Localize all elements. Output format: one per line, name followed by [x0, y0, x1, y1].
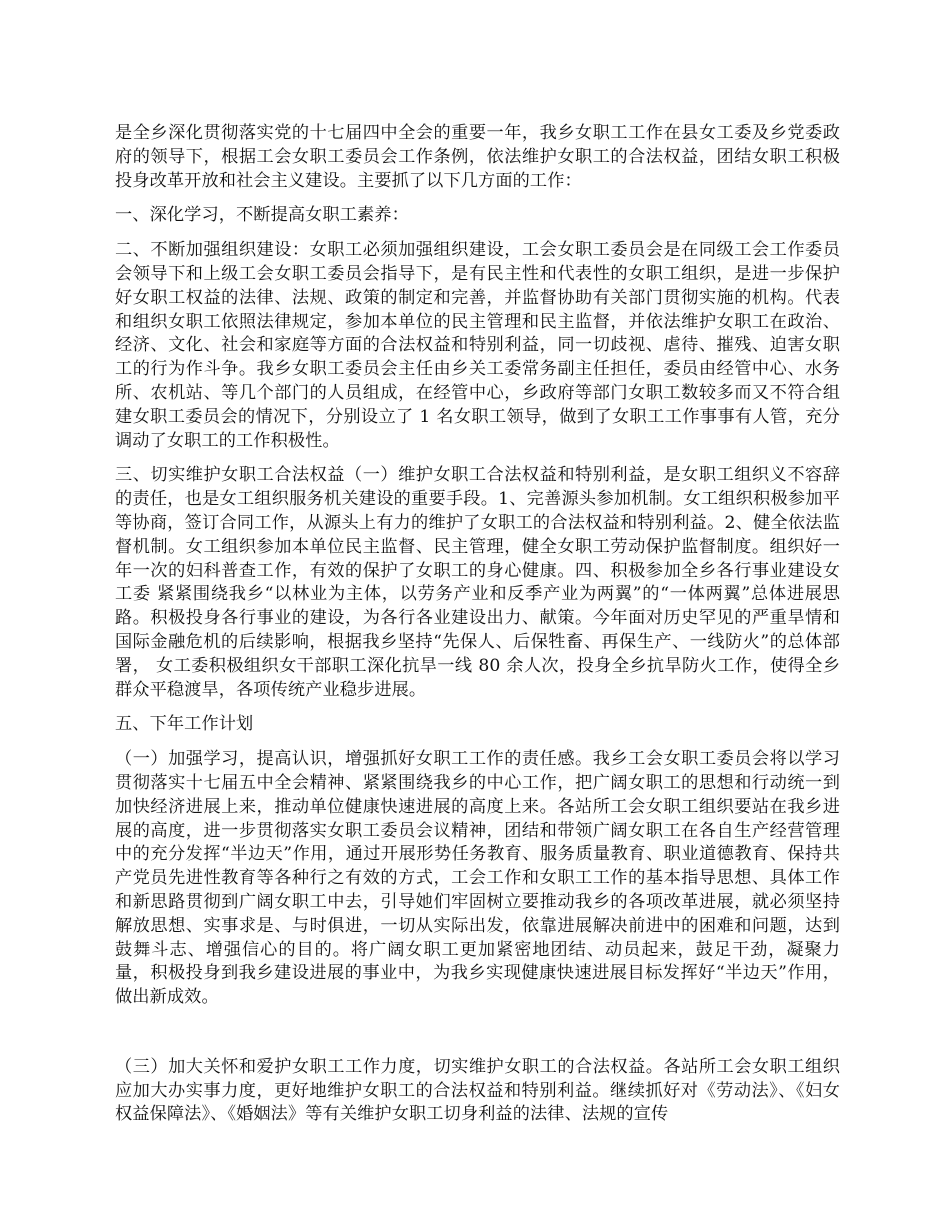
section-heading-plan: 五、下年工作计划 [115, 714, 254, 735]
section-rights-paragraph: 三、切实维护女职工合法权益（一）维护女职工合法权益和特别利益，是女职工组织义不容辞的责任，也是女工组织服务机关建设的重要手段。1、完善源头参加机制。女工组织积极参加平等协商，签订合同工作，从源头上有力的维护了女职工的合法权益和特别利益。2、健全依法监督机制。女工组织参加本单位民主监督、民主管理，健全女职工劳动保护监督制度。组织好一年一次的妇科普查工作，有效的保护了女职工的身心健康。四、积极参加全乡各行事业建设女工委 紧紧围绕我乡“以林业为主体，以劳务产业和反季产业为两翼”的“一体两翼”总体进展思路。积极投身各行事业的建设，为各行各业建设出力、献策。今年面对历史罕见的严重旱情和国际金融危机的后续影响，根据我乡坚持“先保人、后保牲畜、再保生产、一线防火”的总体部署， 女工委积极组织女干部职工深化抗旱一线 80 余人次，投身全乡抗旱防火工作，使得全乡群众平稳渡旱，各项传统产业稳步进展。 [115, 465, 840, 700]
document-body [115, 122, 840, 1138]
section-organization-paragraph: 二、不断加强组织建设：女职工必须加强组织建设，工会女职工委员会是在同级工会工作委员会领导下和上级工会女职工委员会指导下，是有民主性和代表性的女职工组织，是进一步保护好女职工权益的法律、法规、政策的制定和完善，并监督协助有关部门贯彻实施的机构。代表和组织女职工依照法律规定，参加本单位的民主管理和民主监督，并依法维护女职工在政治、经济、文化、社会和家庭等方面的合法权益和特别利益，同一切歧视、虐待、摧残、迫害女职工的行为作斗争。我乡女职工委员会主任由乡关工委常务副主任担任，委员由经管中心、水务所、农机站、等几个部门的人员组成，在经管中心，乡政府等部门女职工数较多而又不符合组建女职工委员会的情况下，分别设立了 1 名女职工领导，做到了女职工工作事事有人管，充分调动了女职工的工作积极性。 [115, 240, 840, 451]
plan-item-3-paragraph: （三）加大关怀和爱护女职工工作力度，切实维护女职工的合法权益。各站所工会女职工组织应加大办实事力度，更好地维护女职工的合法权益和特别利益。继续抓好对《劳动法》、《妇女权益保障法》、《婚姻法》等有关维护女职工切身利益的法律、法规的宣传 [115, 1056, 840, 1125]
intro-paragraph: 是全乡深化贯彻落实党的十七届四中全会的重要一年，我乡女职工工作在县女工委及乡党委政府的领导下，根据工会女职工委员会工作条例，依法维护女职工的合法权益，团结女职工积极投身改革开放和社会主义建设。主要抓了以下几方面的工作： [115, 123, 840, 191]
section-heading-study: 一、深化学习，不断提高女职工素养： [115, 205, 409, 226]
plan-item-1-paragraph: （一）加强学习，提高认识，增强抓好女职工工作的责任感。我乡工会女职工委员会将以学习贯彻落实十七届五中全会精神、紧紧围绕我乡的中心工作，把广阔女职工的思想和行动统一到加快经济进展上来，推动单位健康快速进展的高度上来。各站所工会女职工组织要站在我乡进展的高度，进一步贯彻落实女职工委员会议精神，团结和带领广阔女职工在各自生产经营管理中的充分发挥“半边天”作用，通过开展形势任务教育、服务质量教育、职业道德教育、保持共产党员先进性教育等各种行之有效的方式，工会工作和女职工工作的基本指导思想、具体工作和新思路贯彻到广阔女职工中去，引导她们牢固树立要推动我乡的各项改革进展，就必须坚持解放思想、实事求是、与时俱进，一切从实际出发，依靠进展解决前进中的困难和问题，达到鼓舞斗志、增强信心的目的。将广阔女职工更加紧密地团结、动员起来，鼓足干劲，凝聚力量，积极投身到我乡建设进展的事业中，为我乡实现健康快速进展目标发挥好“半边天”作用，做出新成效。 [115, 749, 840, 1008]
